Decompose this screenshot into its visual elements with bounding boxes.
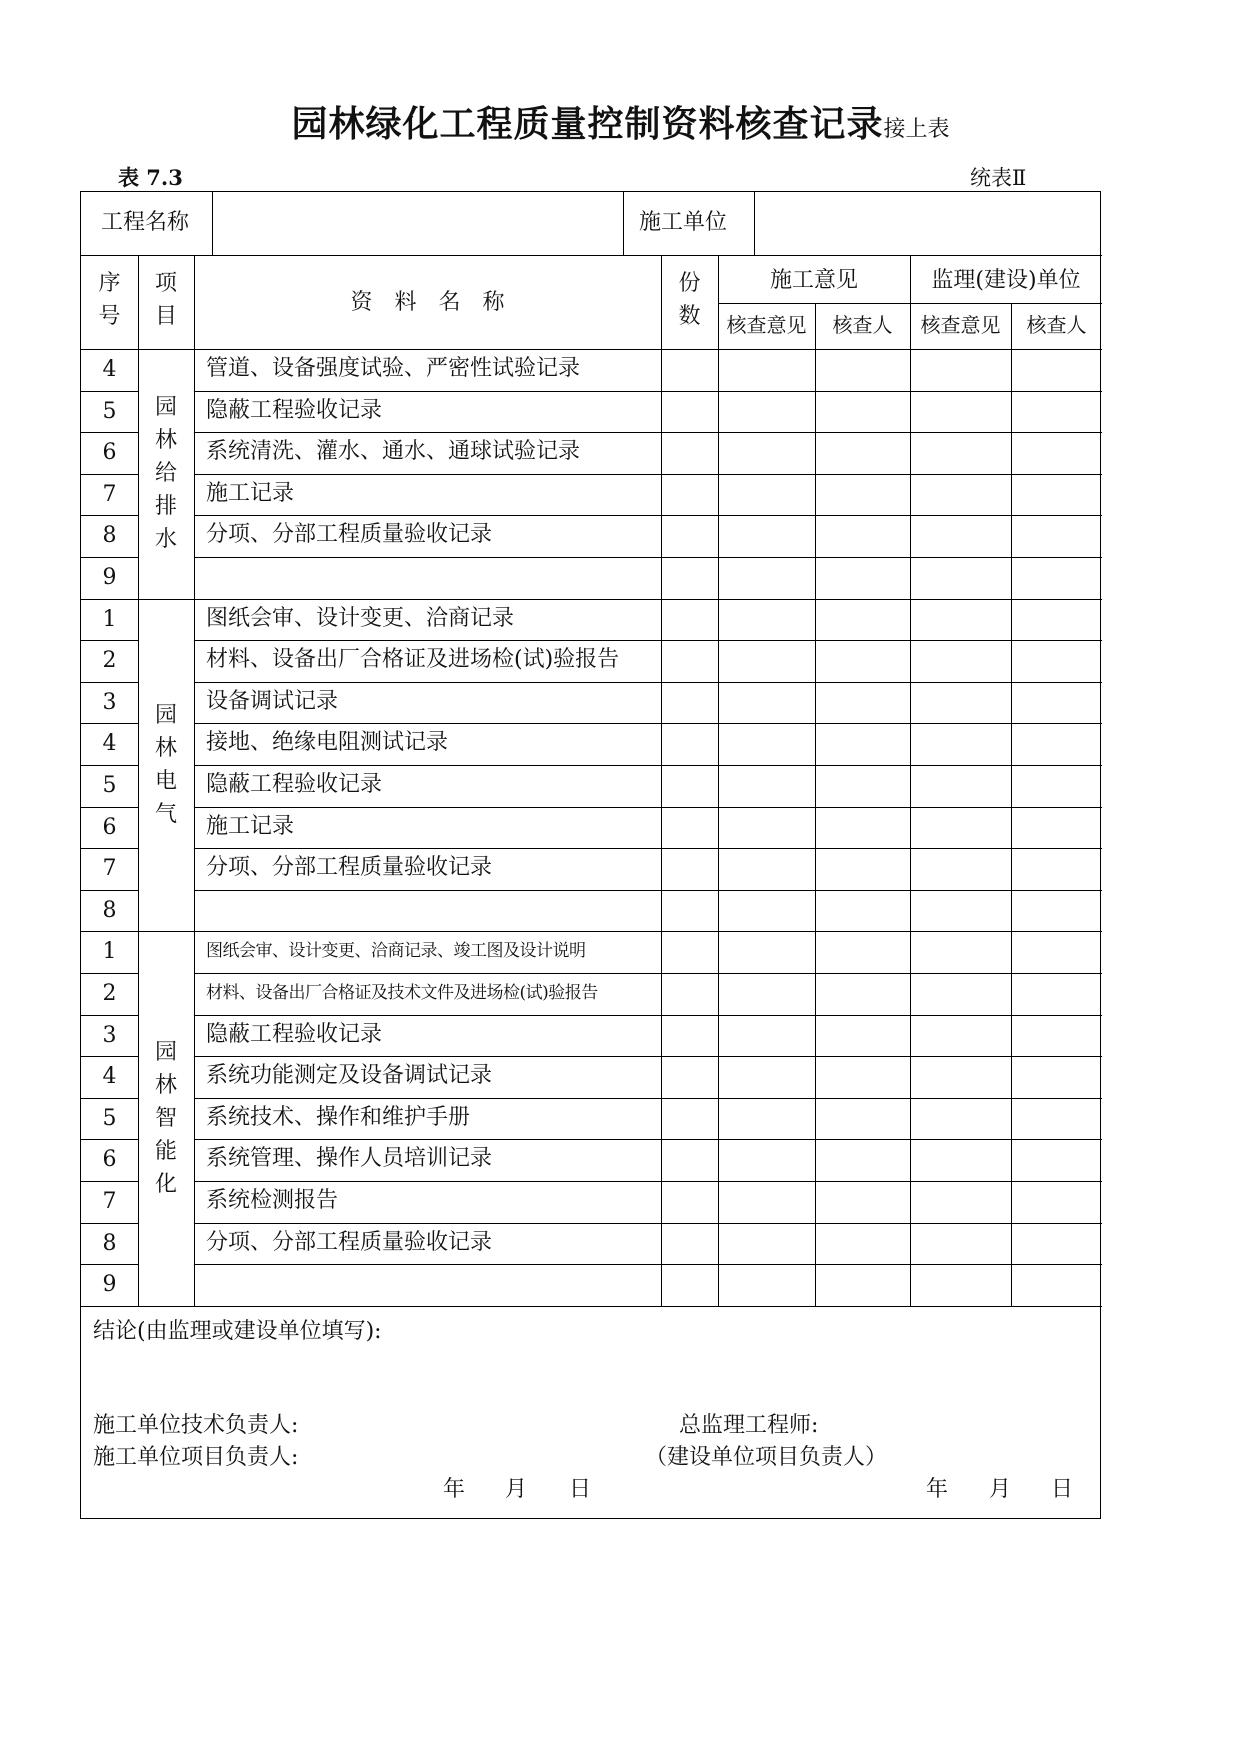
checker-header: 核查人 — [1026, 313, 1087, 337]
signature-date-month: 月 — [505, 1476, 528, 1502]
title-text: 园林绿化工程质量控制资料核查记录 — [291, 103, 884, 145]
document-name: 系统功能测定及设备调试记录 — [206, 1063, 493, 1089]
group-divider — [81, 599, 1102, 600]
chief-supervisor-label: 总监理工程师: — [679, 1412, 819, 1438]
project-lead-label: 施工单位项目负责人: — [93, 1444, 299, 1470]
group-divider — [81, 931, 1102, 932]
row-divider — [194, 1056, 1102, 1057]
row-divider — [194, 1139, 1102, 1140]
conclusion-label: 结论(由监理或建设单位填写): — [93, 1318, 382, 1344]
row-divider — [81, 890, 138, 891]
group-divider — [81, 1306, 1102, 1307]
row-divider — [81, 807, 138, 808]
row-divider — [81, 640, 138, 641]
column-divider — [194, 255, 195, 1306]
signature-date-day: 日 — [569, 1476, 592, 1502]
document-name: 隐蔽工程验收记录 — [206, 772, 383, 797]
constructor-label: 施工单位 — [639, 210, 728, 235]
row-divider — [194, 807, 1102, 808]
group-label: 园 林 电 气 — [154, 703, 177, 827]
constructor-value-divider — [754, 192, 755, 255]
signature-date-year: 年 — [926, 1476, 949, 1502]
construction-opinion-header: 施工意见 — [769, 268, 858, 293]
row-divider — [194, 1015, 1102, 1016]
signature-date-day: 日 — [1051, 1476, 1074, 1502]
row-number: 1 — [102, 939, 117, 965]
row-divider — [81, 1264, 138, 1265]
row-number: 5 — [102, 1105, 117, 1131]
row-divider — [194, 515, 1102, 516]
row-number: 4 — [102, 731, 117, 757]
document-name: 施工记录 — [206, 480, 295, 506]
row-divider — [194, 474, 1102, 475]
copies-header: 份数 — [678, 271, 701, 329]
document-name: 材料、设备出厂合格证及进场检(试)验报告 — [206, 647, 620, 673]
document-name: 图纸会审、设计变更、洽商记录、竣工图及设计说明 — [206, 941, 586, 962]
row-number: 9 — [102, 1272, 117, 1298]
row-divider — [81, 557, 138, 558]
row-divider — [194, 682, 1102, 683]
document-name: 系统技术、操作和维护手册 — [206, 1104, 471, 1130]
document-name: 设备调试记录 — [206, 688, 339, 714]
row-divider — [194, 1181, 1102, 1182]
row-number: 7 — [102, 1189, 117, 1214]
document-name: 系统管理、操作人员培训记录 — [206, 1146, 493, 1172]
row-number: 6 — [102, 440, 117, 466]
document-name: 隐蔽工程验收记录 — [206, 397, 383, 423]
row-number: 8 — [102, 523, 117, 549]
column-divider — [1011, 303, 1012, 1306]
project-name-divider — [212, 192, 213, 255]
column-divider — [661, 255, 662, 1306]
supervision-unit-header: 监理(建设)单位 — [931, 268, 1081, 293]
row-divider — [81, 682, 138, 683]
row-divider — [194, 432, 1102, 433]
document-name: 分项、分部工程质量验收记录 — [206, 1229, 493, 1255]
row-number: 2 — [102, 981, 117, 1006]
document-name: 系统检测报告 — [206, 1188, 339, 1213]
row-divider — [81, 432, 138, 433]
document-name: 系统清洗、灌水、通水、通球试验记录 — [206, 439, 581, 465]
document-name: 管道、设备强度试验、严密性试验记录 — [206, 356, 581, 381]
item-header: 项目 — [154, 271, 177, 329]
document-name: 分项、分部工程质量验收记录 — [206, 522, 493, 548]
row-divider — [194, 640, 1102, 641]
row-number: 9 — [102, 565, 117, 590]
row-divider — [194, 890, 1102, 891]
row-divider — [194, 391, 1102, 392]
row-divider — [81, 1139, 138, 1140]
row-divider — [81, 1015, 138, 1016]
column-divider — [815, 303, 816, 1306]
row-number: 7 — [102, 856, 117, 882]
row-divider — [81, 515, 138, 516]
info-row-divider — [81, 255, 1102, 256]
page-title — [0, 96, 1241, 147]
row-number: 3 — [102, 689, 117, 715]
title-suffix: 接上表 — [883, 117, 950, 142]
row-number: 7 — [102, 481, 117, 507]
document-name: 隐蔽工程验收记录 — [206, 1021, 383, 1047]
row-divider — [194, 848, 1102, 849]
constructor-label-divider — [623, 192, 624, 255]
row-divider — [81, 973, 138, 974]
row-number: 8 — [102, 897, 117, 923]
check-opinion-header: 核查意见 — [726, 313, 807, 337]
check-opinion-header: 核查意见 — [920, 313, 1001, 337]
header-divider — [81, 349, 1102, 350]
row-divider — [194, 765, 1102, 766]
tech-lead-label: 施工单位技术负责人: — [93, 1412, 299, 1438]
row-divider — [81, 1098, 138, 1099]
row-number: 8 — [102, 1230, 117, 1256]
group-label: 园 林 智 能 化 — [154, 1040, 177, 1198]
table-number: 表 7.3 — [118, 165, 183, 190]
row-divider — [194, 557, 1102, 558]
column-divider — [718, 255, 719, 1306]
owner-lead-label: （建设单位项目负责人） — [645, 1444, 888, 1470]
document-name: 图纸会审、设计变更、洽商记录 — [206, 605, 515, 631]
row-divider — [81, 1056, 138, 1057]
row-number: 1 — [102, 606, 117, 632]
seq-header: 序号 — [98, 271, 121, 329]
row-number: 3 — [102, 1022, 117, 1048]
document-name: 接地、绝缘电阻测试记录 — [206, 730, 449, 756]
row-number: 5 — [102, 398, 117, 424]
checker-header: 核查人 — [832, 313, 893, 337]
row-divider — [194, 1223, 1102, 1224]
row-number: 4 — [102, 357, 117, 382]
document-name: 分项、分部工程质量验收记录 — [206, 855, 493, 881]
signature-date-month: 月 — [989, 1476, 1012, 1502]
document-name: 施工记录 — [206, 813, 295, 839]
row-number: 4 — [102, 1064, 117, 1090]
row-number: 2 — [102, 648, 117, 674]
row-number: 6 — [102, 814, 117, 840]
row-divider — [194, 1264, 1102, 1265]
row-divider — [81, 474, 138, 475]
row-number: 5 — [102, 773, 117, 798]
signature-date-year: 年 — [443, 1476, 466, 1502]
check-record-table — [80, 191, 1101, 1519]
row-divider — [194, 973, 1102, 974]
row-divider — [81, 848, 138, 849]
row-divider — [194, 1098, 1102, 1099]
row-divider — [81, 765, 138, 766]
project-name-label: 工程名称 — [101, 210, 190, 235]
column-divider — [910, 255, 911, 1306]
row-divider — [81, 391, 138, 392]
row-divider — [81, 1181, 138, 1182]
table-continuation: 统表Ⅱ — [970, 166, 1027, 190]
group-label: 园 林 给 排 水 — [154, 395, 177, 553]
row-divider — [81, 1223, 138, 1224]
row-number: 6 — [102, 1147, 117, 1173]
doc-name-header: 资 料 名 称 — [350, 290, 505, 315]
document-name: 材料、设备出厂合格证及技术文件及进场检(试)验报告 — [206, 983, 598, 1003]
row-divider — [81, 723, 138, 724]
row-divider — [194, 723, 1102, 724]
